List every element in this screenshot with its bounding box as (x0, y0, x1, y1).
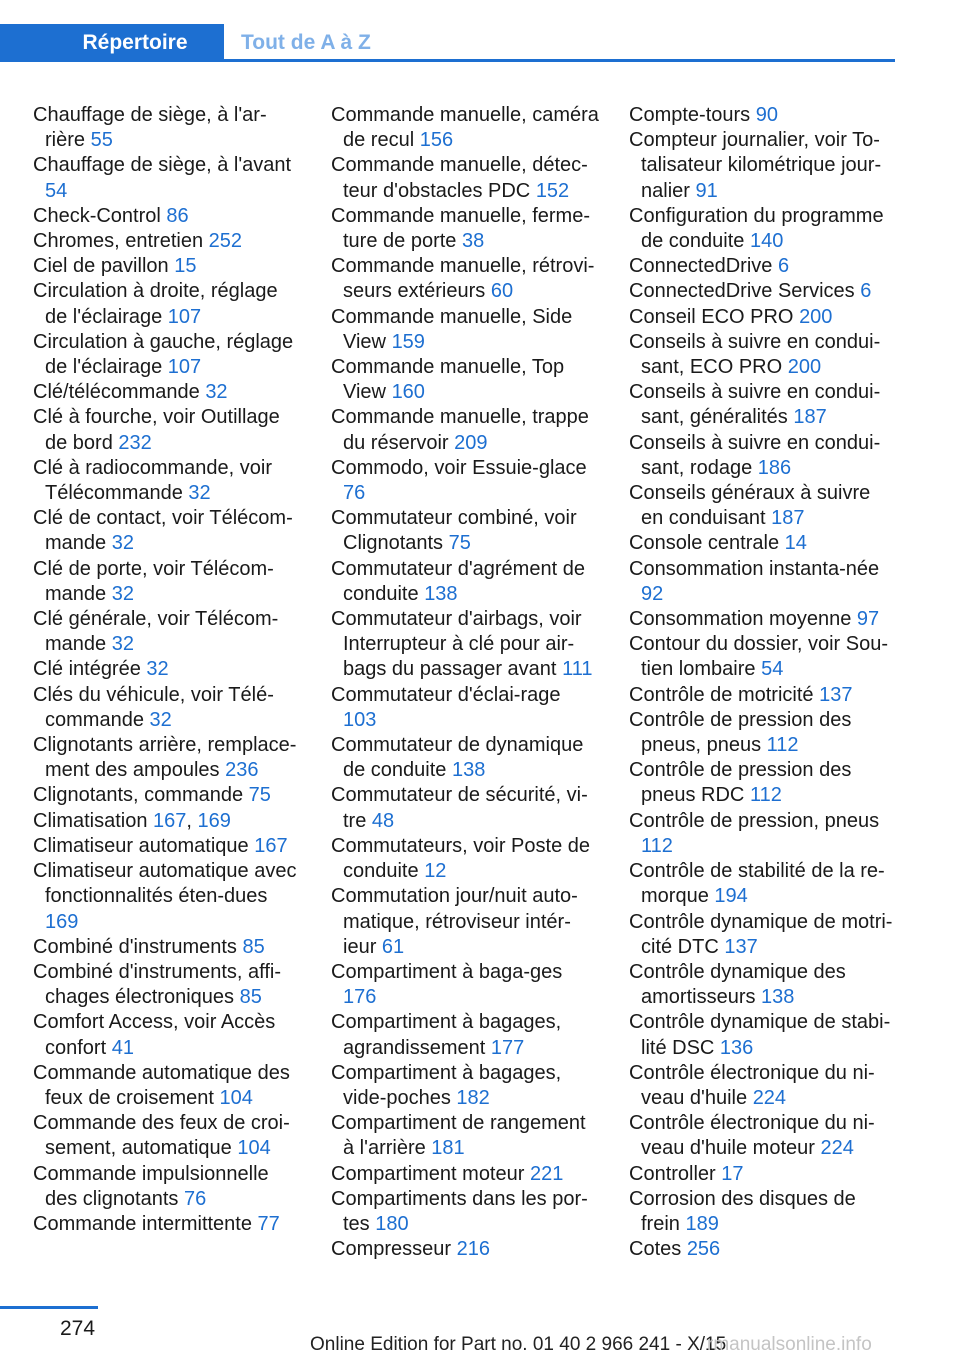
index-entry-text: Contrôle électronique du ni-veau d'huile (629, 1061, 875, 1109)
index-entry (629, 758, 897, 808)
index-entry (629, 683, 897, 708)
page-link[interactable]: 216 (456, 1238, 490, 1261)
page-link[interactable]: 137 (724, 935, 758, 958)
index-column-3 (629, 103, 897, 1262)
index-entry-text: Commande manuelle, caméra de recul (331, 104, 599, 152)
index-entry (331, 305, 599, 355)
index-entry (629, 431, 897, 481)
index-entry (331, 607, 599, 683)
page-link[interactable]: 187 (793, 406, 827, 429)
page-link[interactable]: 256 (686, 1238, 721, 1261)
index-entry-text: Compartiment moteur (331, 1162, 525, 1185)
index-entry (629, 279, 897, 304)
index-entry-text: Conseils à suivre en condui-sant, rodage (629, 431, 881, 479)
header-divider (0, 59, 895, 62)
page-link[interactable]: 32 (149, 708, 172, 731)
index-entry (331, 254, 599, 304)
page-link[interactable]: 6 (777, 255, 790, 278)
index-entry-text: Commutation jour/nuit auto-matique, rétroviseur intér-ieur (331, 885, 578, 958)
index-entry-text: Conseil ECO PRO (629, 305, 794, 328)
index-entry (33, 607, 301, 657)
index-entry-text: Commutateur d'airbags, voir Interrupteur à clé pour air-bags du passager avant (331, 608, 582, 681)
index-entry (629, 632, 897, 682)
index-entry-text: Circulation à gauche, réglage de l'éclairage (33, 330, 294, 379)
page-link[interactable]: 90 (755, 104, 778, 126)
page-link[interactable]: 104 (219, 1086, 253, 1109)
index-entry (33, 1111, 301, 1161)
page-link[interactable]: 75 (248, 784, 271, 807)
index-entry (331, 204, 599, 254)
page-link[interactable]: 55 (90, 129, 113, 152)
page-link[interactable]: 41 (111, 1036, 134, 1059)
index-entry-text: Comfort Access, voir Accès confort (33, 1011, 276, 1059)
index-entry-text: Consommation instanta-née (629, 557, 880, 580)
index-entry-text: Compartiment à bagages, agrandissement (331, 1011, 562, 1059)
index-entry-text: Console centrale (629, 532, 780, 555)
index-entry-text: Commutateurs, voir Poste de conduite (331, 834, 590, 883)
page-link[interactable]: 181 (431, 1137, 465, 1160)
page-link[interactable]: 17 (721, 1162, 744, 1185)
index-entry (331, 1162, 599, 1187)
page-link[interactable]: 6 (860, 280, 872, 303)
index-entry-text: Chauffage de siège, à l'avant (33, 154, 292, 177)
page-link[interactable]: 112 (766, 734, 799, 757)
page-link[interactable]: 92 (641, 582, 664, 605)
index-entry (33, 1061, 301, 1111)
page-link[interactable]: 167 (254, 834, 288, 857)
index-entry (33, 330, 301, 380)
index-entry (629, 330, 897, 380)
index-entry (33, 935, 301, 960)
index-entry-text: Configuration du programme de conduite (629, 204, 884, 253)
index-entry (331, 884, 599, 960)
page-link[interactable]: 176 (343, 986, 377, 1009)
page-link[interactable]: 107 (167, 356, 202, 379)
page-link[interactable]: 138 (451, 759, 486, 782)
index-entry (331, 783, 599, 833)
index-entry-text: Contrôle dynamique de stabi-lité DSC (629, 1011, 891, 1059)
index-entry-text: Ciel de pavillon (33, 255, 169, 278)
index-entry (629, 1237, 897, 1262)
index-entry (331, 456, 599, 506)
page-link[interactable]: 136 (719, 1036, 754, 1059)
edition-text: Online Edition for Part no. 01 40 2 966 241 - X/15 (310, 1334, 727, 1355)
index-entry-text: Chauffage de siège, à l'ar-rière (33, 104, 267, 152)
index-entry-text: Contrôle de pression, pneus (629, 809, 880, 832)
page-link[interactable]: 32 (111, 633, 134, 656)
page-link[interactable]: 232 (118, 431, 152, 454)
index-entry-text: Clé à radiocommande, voir Télécommande (33, 456, 272, 505)
page-link[interactable]: 15 (174, 255, 197, 278)
header-bar (0, 24, 895, 62)
index-entry-text: Clé de contact, voir Télécom-mande (33, 507, 293, 555)
page-link[interactable]: 200 (799, 305, 833, 328)
index-entry (629, 960, 897, 1010)
index-entry (629, 607, 897, 632)
page-link[interactable]: 32 (111, 582, 134, 605)
page-link[interactable]: 48 (371, 809, 395, 832)
index-entry (33, 657, 301, 682)
index-entry-text: Controller (629, 1162, 716, 1185)
index-entry-text: Cotes (629, 1238, 682, 1261)
index-entry-text: Commande intermittente (33, 1212, 252, 1235)
index-entry-text: Clé/télécommande (33, 381, 200, 404)
index-entry (629, 254, 897, 279)
index-entry-text: Climatisation (33, 809, 148, 832)
index-entry (629, 708, 897, 758)
index-entry (331, 103, 599, 153)
page-link[interactable]: 60 (490, 280, 514, 303)
page-link[interactable]: 38 (461, 230, 485, 253)
index-entry-text: Conseils à suivre en condui-sant, généralités (629, 381, 881, 429)
index-entry (33, 557, 301, 607)
page-link[interactable]: 221 (529, 1162, 564, 1185)
index-entry (33, 683, 301, 733)
page-link[interactable]: 32 (146, 658, 169, 681)
index-entry-text: Clignotants arrière, remplace-ment des ampoules (33, 734, 297, 782)
index-entry (331, 1061, 599, 1111)
index-entry (33, 254, 301, 279)
index-entry (629, 531, 897, 556)
index-entry-text: Contrôle de pression des pneus, pneus (629, 708, 852, 757)
page-link[interactable]: 194 (714, 885, 748, 908)
index-entry-text: Clé générale, voir Télécom-mande (33, 608, 279, 656)
tab-tout-de-a-a-z[interactable]: Tout de A à Z (241, 31, 371, 54)
page-link[interactable]: 54 (761, 658, 784, 681)
index-entry-text: Commutateur de dynamique de conduite (331, 734, 584, 782)
page-link[interactable]: 54 (45, 179, 68, 202)
index-entry (331, 960, 599, 1010)
index-entry (629, 103, 897, 128)
index-entry (33, 1010, 301, 1060)
index-entry-text: Compartiment à baga-ges (331, 960, 563, 983)
page-link[interactable]: 111 (562, 658, 593, 681)
index-entry (33, 103, 301, 153)
index-entry (629, 204, 897, 254)
page-link[interactable]: 97 (856, 608, 880, 631)
index-entry-text: Commande impulsionnelle des clignotants (33, 1162, 269, 1210)
index-entry (331, 834, 599, 884)
index-entry (331, 153, 599, 203)
index-entry (33, 229, 301, 254)
index-entry (331, 733, 599, 783)
index-entry-text: Compteur journalier, voir To-talisateur kilométrique jour-nalier (629, 129, 882, 202)
page-link[interactable]: 180 (375, 1212, 409, 1235)
page-link[interactable]: 76 (183, 1187, 207, 1210)
index-entry-text: Commande automatique des feux de croisement (33, 1061, 290, 1109)
index-entry (629, 1162, 897, 1187)
page-link[interactable]: 107 (167, 305, 202, 328)
index-entry (629, 305, 897, 330)
page-link[interactable]: 186 (757, 456, 792, 479)
index-entry-text: Clé de porte, voir Télécom-mande (33, 557, 274, 605)
page-link[interactable]: 160 (391, 381, 425, 404)
page-link[interactable]: 75 (448, 532, 471, 555)
index-entry-text: Commutateur de sécurité, vi-tre (331, 784, 588, 832)
index-entry-text: Chromes, entretien (33, 230, 204, 253)
index-entry-text: Commutateur d'agrément de conduite (331, 557, 585, 605)
page-link[interactable]: 252 (208, 230, 243, 253)
index-entry (33, 960, 301, 1010)
index-entry-text: Commande manuelle, trappe du réservoir (331, 406, 589, 454)
page-link[interactable]: 77 (257, 1212, 280, 1235)
index-entry-text: Conseils généraux à suivre en conduisant (629, 482, 871, 530)
index-entry (331, 405, 599, 455)
index-entry-text: Climatiseur automatique (33, 834, 249, 857)
index-entry-text: ConnectedDrive (629, 255, 773, 278)
page-number: 274 (60, 1317, 96, 1340)
page-link[interactable]: 152 (535, 179, 570, 202)
index-entry (33, 380, 301, 405)
page-link[interactable]: 32 (188, 482, 211, 505)
index-entry: Climatisation 167, 169 (33, 809, 231, 832)
index-entry-text: Combiné d'instruments, affi-chages électroniques (33, 960, 281, 1009)
page-link[interactable]: 200 (787, 356, 822, 379)
page-link[interactable]: 112 (641, 834, 673, 857)
page-link[interactable]: 236 (225, 759, 259, 782)
tab-repertoire[interactable]: Répertoire (0, 24, 224, 62)
index-entry-text: Commande manuelle, rétrovi-seurs extérieurs (331, 255, 595, 303)
page-link[interactable]: 85 (242, 935, 265, 958)
watermark-text: rmanualsonline.info (707, 1334, 872, 1355)
index-entry-text: Compartiments dans les por-tes (331, 1187, 588, 1235)
index-entry (33, 279, 301, 329)
page-link[interactable]: 32 (205, 381, 228, 404)
index-entry-text: Corrosion des disques de frein (629, 1187, 856, 1235)
index-entry-text: Compresseur (331, 1238, 452, 1261)
index-entry (629, 557, 897, 607)
page-link[interactable]: 91 (695, 179, 718, 202)
index-entry-text: Contrôle dynamique des amortisseurs (629, 960, 846, 1009)
index-entry (331, 1237, 599, 1262)
index-entry (629, 809, 897, 859)
index-entry-text: Compartiment à bagages, vide-poches (331, 1061, 562, 1109)
page-link[interactable]: 112 (749, 784, 782, 807)
index-entry (629, 1061, 897, 1111)
index-entry-text: Circulation à droite, réglage de l'éclairage (33, 280, 278, 328)
index-entry-text: Contrôle de motricité (629, 683, 814, 706)
page-link[interactable]: 103 (343, 708, 377, 731)
page-link[interactable]: 187 (771, 507, 805, 530)
index-entry-text: Climatiseur automatique avec fonctionnalités éten-dues (33, 860, 297, 908)
index-entry (33, 1212, 301, 1237)
page-link[interactable]: 189 (685, 1212, 719, 1235)
page-link[interactable]: 167 (153, 809, 187, 832)
index-entry-text: Commodo, voir Essuie-glace (331, 456, 587, 479)
page-link[interactable]: 137 (819, 683, 853, 706)
page-link[interactable]: 76 (343, 482, 366, 505)
index-entry (629, 1010, 897, 1060)
page-link[interactable]: 138 (761, 986, 795, 1009)
index-entry (33, 456, 301, 506)
index-entry-text: Compartiment de rangement à l'arrière (331, 1112, 586, 1160)
page-link[interactable]: 169 (197, 809, 231, 832)
page-link[interactable]: 61 (381, 935, 405, 958)
page-link[interactable]: 12 (424, 860, 447, 883)
index-entry (33, 859, 301, 935)
page-link[interactable]: 224 (752, 1086, 787, 1109)
page-link[interactable]: 224 (820, 1137, 854, 1160)
index-entry (629, 910, 897, 960)
index-entry-text: Clé intégrée (33, 658, 141, 681)
page-link[interactable]: 86 (166, 204, 189, 227)
index-entry (331, 557, 599, 607)
index-entry-text: Check-Control (33, 204, 161, 227)
index-entry (33, 153, 301, 203)
index-entry-text: Contrôle de pression des pneus RDC (629, 759, 852, 807)
page-link[interactable]: 140 (749, 230, 784, 253)
index-entry-text: Commande manuelle, ferme-ture de porte (331, 204, 590, 253)
index-entry (629, 481, 897, 531)
page-link[interactable]: 32 (111, 532, 134, 555)
index-entry-text: Commutateur combiné, voir Clignotants (331, 507, 577, 555)
index-entry (629, 380, 897, 430)
index-entry-text: Consommation moyenne (629, 608, 852, 631)
index-entry-text: Commande manuelle, Side View (331, 305, 573, 353)
index-entry-text: Combiné d'instruments (33, 935, 237, 958)
index-entry (629, 1187, 897, 1237)
index-entry-text: ConnectedDrive Services (629, 280, 855, 303)
index-entry (331, 355, 599, 405)
index-entry-text: Compte-tours (629, 104, 751, 126)
page-link[interactable]: 182 (456, 1086, 490, 1109)
index-entry (33, 204, 301, 229)
page-link[interactable]: 177 (490, 1036, 525, 1059)
index-entry-text: Commutateur d'éclai-rage (331, 683, 561, 706)
index-column-2 (331, 103, 599, 1262)
index-entry (331, 683, 599, 733)
index-entry-text: Contour du dossier, voir Sou-tien lombaire (629, 633, 889, 681)
page-link[interactable]: 104 (237, 1137, 271, 1160)
index-entry-text: Clé à fourche, voir Outillage de bord (33, 406, 280, 454)
index-entry-text: Contrôle de stabilité de la re-morque (629, 860, 885, 908)
index-entry-text: Conseils à suivre en condui-sant, ECO PRO (629, 330, 881, 379)
index-column-1 (33, 103, 301, 1237)
page-link[interactable]: 138 (424, 582, 458, 605)
page-link[interactable]: 156 (419, 129, 454, 152)
index-entry-text: Commande manuelle, Top View (331, 356, 565, 404)
page-link[interactable]: 169 (45, 910, 79, 933)
index-entry-text: Clés du véhicule, voir Télé-commande (33, 683, 274, 731)
index-entry-text: Commande manuelle, détec-teur d'obstacles PDC (331, 154, 588, 202)
index-entry (33, 506, 301, 556)
index-entry (331, 1010, 599, 1060)
page-link[interactable]: 14 (784, 532, 807, 555)
index-entry (629, 1111, 897, 1161)
index-entry (33, 834, 301, 859)
index-entry (629, 128, 897, 204)
index-entry-text: Clignotants, commande (33, 784, 244, 807)
page-link[interactable]: 85 (239, 986, 262, 1009)
index-entry-text: Contrôle électronique du ni-veau d'huile moteur (629, 1112, 875, 1160)
page-link[interactable]: 159 (391, 330, 425, 353)
index-entry (33, 1162, 301, 1212)
index-entry (331, 506, 599, 556)
index-entry (629, 859, 897, 909)
footer-divider (0, 1306, 98, 1309)
page-link[interactable]: 209 (454, 431, 488, 454)
index-entry (33, 783, 301, 808)
index-entry (331, 1111, 599, 1161)
index-entry (33, 733, 301, 783)
index-entry (331, 1187, 599, 1237)
index-entry-text: Contrôle dynamique de motri-cité DTC (629, 910, 893, 958)
index-entry (33, 405, 301, 455)
index-entry-text: Commande des feux de croi-sement, automatique (33, 1112, 290, 1160)
